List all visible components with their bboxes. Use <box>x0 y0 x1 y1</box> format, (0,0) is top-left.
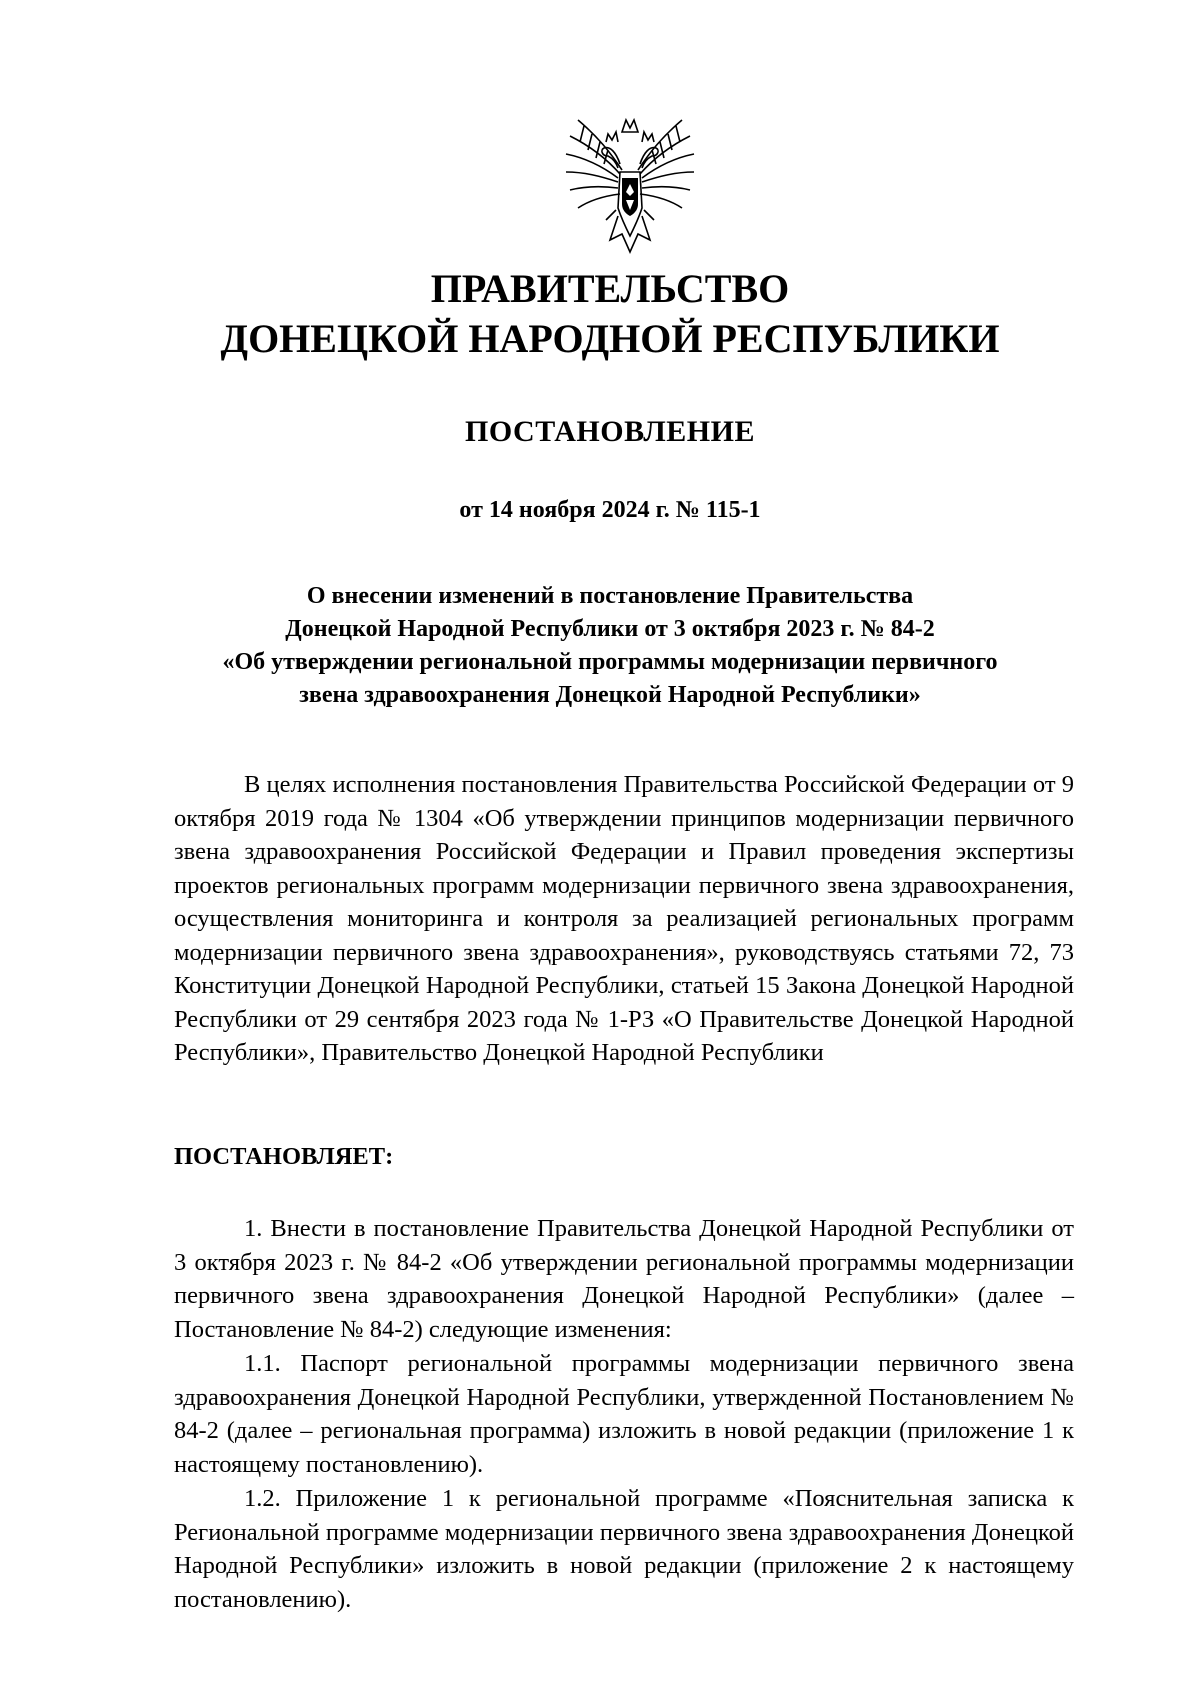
document-type: ПОСТАНОВЛЕНИЕ <box>465 415 755 448</box>
item-1-paragraph: 1. Внести в постановление Правительства Донецкой Народной Республики от 3 октября 2023 г. № 84-2 «Об утверждении региональной программы модернизации первичного звена здравоохранения Донецкой Народной Республики» (далее – Постановление № 84-2) следующие изменения: <box>174 1215 1074 1343</box>
subject-line-3: «Об утверждении региональной программы модернизации первичного <box>222 649 998 675</box>
document-date-number: от 14 ноября 2024 г. № 115-1 <box>459 497 761 523</box>
issuing-authority <box>160 264 1060 364</box>
issuing-authority-line-2: ДОНЕЦКОЙ НАРОДНОЙ РЕСПУБЛИКИ <box>220 316 1000 361</box>
double-headed-eagle-coat-of-arms-icon <box>560 112 700 262</box>
subject-line-1: О внесении изменений в постановление Правительства <box>306 583 914 609</box>
resolves-heading: ПОСТАНОВЛЯЕТ: <box>174 1143 394 1170</box>
item-1-2-paragraph: 1.2. Приложение 1 к региональной программе «Пояснительная записка к Региональной программе модернизации первичного звена здравоохранения Донецкой Народной Республики» изложить в новой редакции (приложение 2 к настоящему постановлению). <box>174 1485 1074 1613</box>
issuing-authority-line-1: ПРАВИТЕЛЬСТВО <box>430 266 790 311</box>
document-subject <box>160 580 1060 712</box>
item-1-1-paragraph: 1.1. Паспорт региональной программы модернизации первичного звена здравоохранения Донецкой Народной Республики, утвержденной Постановлением № 84-2 (далее – региональная программа) изложить в новой редакции (приложение 1 к настоящему постановлению). <box>174 1350 1074 1478</box>
preamble-paragraph: В целях исполнения постановления Правительства Российской Федерации от 9 октября 2019 года № 1304 «Об утверждении принципов модернизации первичного звена здравоохранения Российской Федерации и Правил проведения экспертизы проектов региональных программ модернизации первичного звена здравоохранения, осуществления мониторинга и контроля за реализацией региональных программ модернизации первичного звена здравоохранения», руководствуясь статьями 72, 73 Конституции Донецкой Народной Республики, статьей 15 Закона Донецкой Народной Республики от 29 сентября 2023 года № 1-РЗ «О Правительстве Донецкой Народной Республики», Правительство Донецкой Народной Республики <box>174 771 1074 1066</box>
subject-line-2: Донецкой Народной Республики от 3 октября 2023 г. № 84-2 <box>285 616 935 642</box>
subject-line-4: звена здравоохранения Донецкой Народной Республики» <box>299 682 921 708</box>
